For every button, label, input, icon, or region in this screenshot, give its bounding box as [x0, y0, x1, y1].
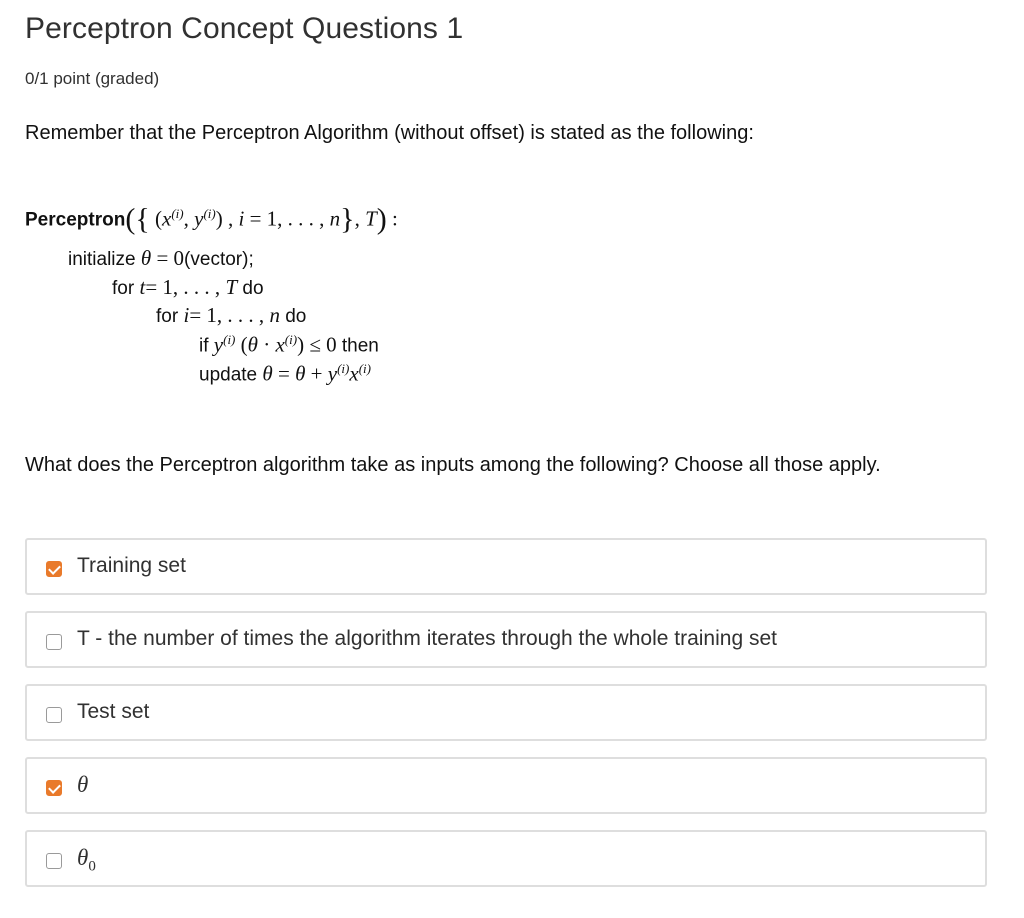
- checkbox-checked[interactable]: [46, 780, 62, 796]
- algo-func-name: Perceptron: [25, 209, 126, 231]
- choice-theta-zero[interactable]: [25, 830, 987, 887]
- choice-label: T - the number of times the algorithm iterates through the whole training set: [77, 627, 777, 650]
- choice-theta[interactable]: [25, 757, 987, 814]
- choice-iterations-T[interactable]: [25, 611, 987, 668]
- algo-update: update $\theta = \theta + y^{(i)}x^{(i)}$: [199, 361, 371, 386]
- points-label: 0/1 point (graded): [25, 69, 160, 88]
- algo-if-condition: if $y^{(i)}$ $(\theta \cdot x^{(i)}) \le 0$ then: [199, 332, 379, 357]
- choice-test-set[interactable]: [25, 684, 987, 741]
- intro-text: Remember that the Perceptron Algorithm (without offset) is stated as the following:: [25, 122, 754, 144]
- choice-label: $\theta_0$: [77, 845, 96, 875]
- checkbox-unchecked[interactable]: [46, 853, 62, 869]
- choice-label: Test set: [77, 700, 150, 723]
- checkbox-unchecked[interactable]: [46, 707, 62, 723]
- choice-label: θ: [77, 772, 89, 797]
- algo-initialize: initialize θ = 0(vector);: [68, 246, 254, 270]
- choice-training-set[interactable]: [25, 538, 987, 595]
- problem-title: Perceptron Concept Questions 1: [25, 12, 464, 45]
- question-text: What does the Perceptron algorithm take as inputs among the following? Choose all those apply.: [25, 454, 881, 476]
- algo-inner-loop: for i= 1, . . . , n do: [156, 303, 307, 327]
- choice-label: Training set: [77, 554, 186, 577]
- algo-outer-loop: for t= 1, . . . , T do: [112, 275, 264, 299]
- algo-signature: Perceptron({ ($x^{(i)}$, $y^{(i)}$) , i = 1, . . . , n}, T) :: [25, 202, 398, 236]
- checkbox-unchecked[interactable]: [46, 634, 62, 650]
- checkbox-checked[interactable]: [46, 561, 62, 577]
